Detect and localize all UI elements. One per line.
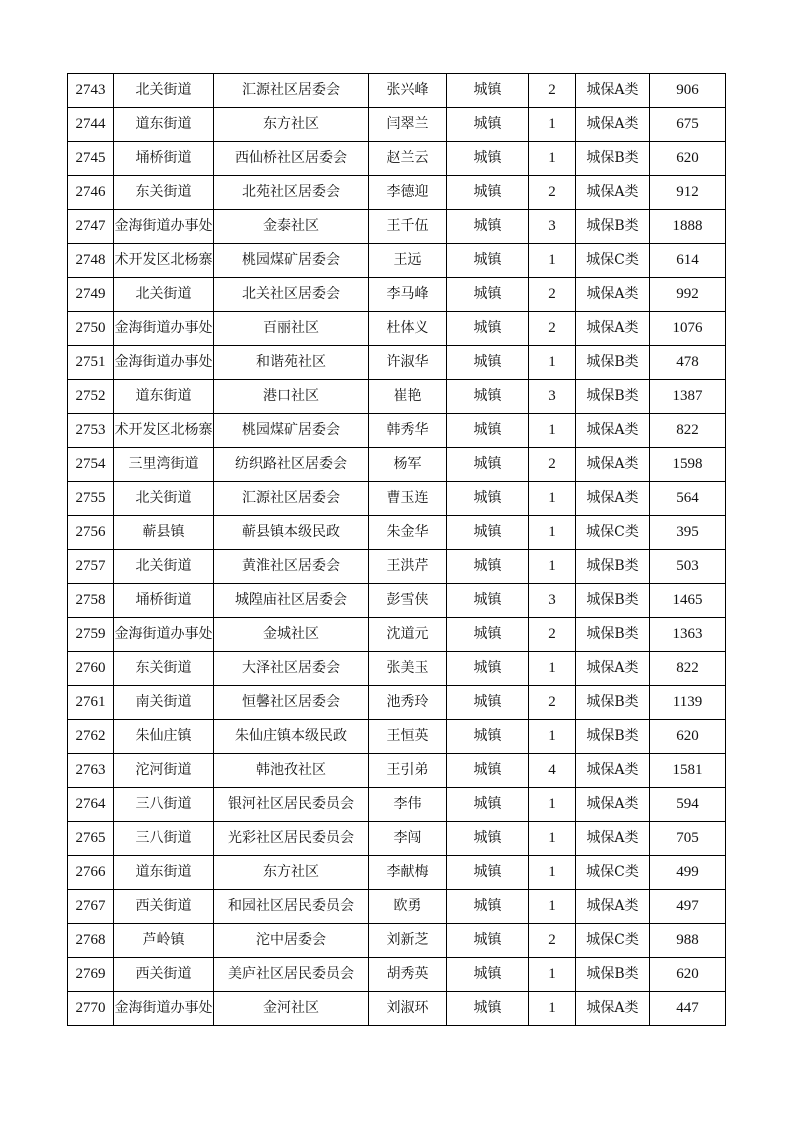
table-row xyxy=(68,686,726,720)
security-category-cell: 城保C类 xyxy=(576,856,650,890)
household-size-cell: 1 xyxy=(529,822,576,856)
security-category-cell: 城保A类 xyxy=(576,754,650,788)
household-size-cell: 2 xyxy=(529,176,576,210)
community-cell: 东方社区 xyxy=(214,856,369,890)
amount-cell: 1598 xyxy=(650,448,726,482)
amount-cell: 822 xyxy=(650,414,726,448)
area-type-cell: 城镇 xyxy=(447,890,529,924)
community-cell: 朱仙庄镇本级民政 xyxy=(214,720,369,754)
street-office-cell: 道东街道 xyxy=(114,856,214,890)
community-cell: 金泰社区 xyxy=(214,210,369,244)
person-name-cell: 张美玉 xyxy=(369,652,447,686)
street-office-cell: 朱仙庄镇 xyxy=(114,720,214,754)
street-office-cell: 西关街道 xyxy=(114,958,214,992)
street-office-cell: 芦岭镇 xyxy=(114,924,214,958)
person-name-cell: 池秀玲 xyxy=(369,686,447,720)
row-id-cell: 2748 xyxy=(68,244,114,278)
security-category-cell: 城保C类 xyxy=(576,244,650,278)
row-id-cell: 2763 xyxy=(68,754,114,788)
security-category-cell: 城保B类 xyxy=(576,720,650,754)
row-id-cell: 2749 xyxy=(68,278,114,312)
person-name-cell: 杨军 xyxy=(369,448,447,482)
street-office-cell: 西关街道 xyxy=(114,890,214,924)
row-id-cell: 2751 xyxy=(68,346,114,380)
community-cell: 汇源社区居委会 xyxy=(214,482,369,516)
area-type-cell: 城镇 xyxy=(447,584,529,618)
row-id-cell: 2752 xyxy=(68,380,114,414)
table-row xyxy=(68,312,726,346)
table-row xyxy=(68,108,726,142)
table-row xyxy=(68,992,726,1026)
person-name-cell: 韩秀华 xyxy=(369,414,447,448)
area-type-cell: 城镇 xyxy=(447,856,529,890)
area-type-cell: 城镇 xyxy=(447,686,529,720)
area-type-cell: 城镇 xyxy=(447,448,529,482)
row-id-cell: 2743 xyxy=(68,74,114,108)
area-type-cell: 城镇 xyxy=(447,992,529,1026)
person-name-cell: 沈道元 xyxy=(369,618,447,652)
street-office-cell: 金海街道办事处 xyxy=(114,992,214,1026)
security-category-cell: 城保A类 xyxy=(576,890,650,924)
household-size-cell: 2 xyxy=(529,448,576,482)
person-name-cell: 赵兰云 xyxy=(369,142,447,176)
street-office-cell: 东关街道 xyxy=(114,652,214,686)
area-type-cell: 城镇 xyxy=(447,108,529,142)
security-category-cell: 城保B类 xyxy=(576,380,650,414)
amount-cell: 906 xyxy=(650,74,726,108)
community-cell: 金河社区 xyxy=(214,992,369,1026)
street-office-cell: 北关街道 xyxy=(114,482,214,516)
community-cell: 北关社区居委会 xyxy=(214,278,369,312)
amount-cell: 620 xyxy=(650,958,726,992)
community-cell: 黄淮社区居委会 xyxy=(214,550,369,584)
household-size-cell: 1 xyxy=(529,414,576,448)
security-category-cell: 城保A类 xyxy=(576,992,650,1026)
table-row xyxy=(68,822,726,856)
row-id-cell: 2746 xyxy=(68,176,114,210)
row-id-cell: 2756 xyxy=(68,516,114,550)
table-row xyxy=(68,448,726,482)
row-id-cell: 2753 xyxy=(68,414,114,448)
area-type-cell: 城镇 xyxy=(447,652,529,686)
street-office-cell: 术开发区北杨寨 xyxy=(114,414,214,448)
street-office-cell: 三八街道 xyxy=(114,822,214,856)
table-row xyxy=(68,788,726,822)
community-cell: 恒馨社区居委会 xyxy=(214,686,369,720)
security-category-cell: 城保B类 xyxy=(576,346,650,380)
person-name-cell: 崔艳 xyxy=(369,380,447,414)
table-row xyxy=(68,244,726,278)
street-office-cell: 道东街道 xyxy=(114,108,214,142)
person-name-cell: 王引弟 xyxy=(369,754,447,788)
person-name-cell: 刘淑环 xyxy=(369,992,447,1026)
street-office-cell: 埇桥街道 xyxy=(114,584,214,618)
security-category-cell: 城保C类 xyxy=(576,516,650,550)
person-name-cell: 王远 xyxy=(369,244,447,278)
amount-cell: 1465 xyxy=(650,584,726,618)
area-type-cell: 城镇 xyxy=(447,346,529,380)
community-cell: 沱中居委会 xyxy=(214,924,369,958)
amount-cell: 564 xyxy=(650,482,726,516)
street-office-cell: 术开发区北杨寨 xyxy=(114,244,214,278)
community-cell: 韩池孜社区 xyxy=(214,754,369,788)
row-id-cell: 2757 xyxy=(68,550,114,584)
security-category-cell: 城保A类 xyxy=(576,652,650,686)
security-category-cell: 城保B类 xyxy=(576,550,650,584)
person-name-cell: 张兴峰 xyxy=(369,74,447,108)
street-office-cell: 金海街道办事处 xyxy=(114,346,214,380)
amount-cell: 992 xyxy=(650,278,726,312)
table-row xyxy=(68,584,726,618)
security-category-cell: 城保A类 xyxy=(576,176,650,210)
amount-cell: 594 xyxy=(650,788,726,822)
table-row xyxy=(68,142,726,176)
row-id-cell: 2747 xyxy=(68,210,114,244)
person-name-cell: 李德迎 xyxy=(369,176,447,210)
household-size-cell: 1 xyxy=(529,516,576,550)
household-size-cell: 1 xyxy=(529,856,576,890)
area-type-cell: 城镇 xyxy=(447,788,529,822)
street-office-cell: 金海街道办事处 xyxy=(114,312,214,346)
table-row xyxy=(68,346,726,380)
table-row xyxy=(68,652,726,686)
amount-cell: 497 xyxy=(650,890,726,924)
amount-cell: 988 xyxy=(650,924,726,958)
person-name-cell: 刘新芝 xyxy=(369,924,447,958)
household-size-cell: 1 xyxy=(529,788,576,822)
community-cell: 金城社区 xyxy=(214,618,369,652)
row-id-cell: 2745 xyxy=(68,142,114,176)
row-id-cell: 2750 xyxy=(68,312,114,346)
person-name-cell: 王洪芹 xyxy=(369,550,447,584)
community-cell: 城隍庙社区居委会 xyxy=(214,584,369,618)
person-name-cell: 李马峰 xyxy=(369,278,447,312)
area-type-cell: 城镇 xyxy=(447,720,529,754)
person-name-cell: 朱金华 xyxy=(369,516,447,550)
security-category-cell: 城保A类 xyxy=(576,448,650,482)
community-cell: 百丽社区 xyxy=(214,312,369,346)
table-row xyxy=(68,516,726,550)
person-name-cell: 李伟 xyxy=(369,788,447,822)
table-row xyxy=(68,176,726,210)
amount-cell: 1076 xyxy=(650,312,726,346)
table-row xyxy=(68,482,726,516)
household-size-cell: 1 xyxy=(529,108,576,142)
table-row xyxy=(68,856,726,890)
table-row xyxy=(68,754,726,788)
household-size-cell: 1 xyxy=(529,958,576,992)
community-cell: 桃园煤矿居委会 xyxy=(214,244,369,278)
person-name-cell: 闫翠兰 xyxy=(369,108,447,142)
household-size-cell: 1 xyxy=(529,652,576,686)
person-name-cell: 许淑华 xyxy=(369,346,447,380)
area-type-cell: 城镇 xyxy=(447,618,529,652)
table-row xyxy=(68,720,726,754)
security-category-cell: 城保B类 xyxy=(576,686,650,720)
security-category-cell: 城保B类 xyxy=(576,618,650,652)
amount-cell: 822 xyxy=(650,652,726,686)
table-row xyxy=(68,958,726,992)
area-type-cell: 城镇 xyxy=(447,380,529,414)
security-category-cell: 城保A类 xyxy=(576,788,650,822)
street-office-cell: 三八街道 xyxy=(114,788,214,822)
amount-cell: 1363 xyxy=(650,618,726,652)
row-id-cell: 2755 xyxy=(68,482,114,516)
area-type-cell: 城镇 xyxy=(447,516,529,550)
amount-cell: 705 xyxy=(650,822,726,856)
amount-cell: 675 xyxy=(650,108,726,142)
street-office-cell: 北关街道 xyxy=(114,278,214,312)
row-id-cell: 2744 xyxy=(68,108,114,142)
row-id-cell: 2761 xyxy=(68,686,114,720)
street-office-cell: 南关街道 xyxy=(114,686,214,720)
row-id-cell: 2762 xyxy=(68,720,114,754)
household-size-cell: 2 xyxy=(529,618,576,652)
street-office-cell: 三里湾街道 xyxy=(114,448,214,482)
security-category-cell: 城保B类 xyxy=(576,584,650,618)
security-category-cell: 城保B类 xyxy=(576,142,650,176)
security-category-cell: 城保A类 xyxy=(576,278,650,312)
street-office-cell: 埇桥街道 xyxy=(114,142,214,176)
street-office-cell: 北关街道 xyxy=(114,550,214,584)
security-category-cell: 城保A类 xyxy=(576,312,650,346)
community-cell: 汇源社区居委会 xyxy=(214,74,369,108)
household-size-cell: 2 xyxy=(529,278,576,312)
street-office-cell: 道东街道 xyxy=(114,380,214,414)
community-cell: 桃园煤矿居委会 xyxy=(214,414,369,448)
table-row xyxy=(68,74,726,108)
area-type-cell: 城镇 xyxy=(447,176,529,210)
security-category-cell: 城保A类 xyxy=(576,822,650,856)
table-row xyxy=(68,278,726,312)
household-size-cell: 3 xyxy=(529,380,576,414)
row-id-cell: 2769 xyxy=(68,958,114,992)
amount-cell: 614 xyxy=(650,244,726,278)
community-cell: 大泽社区居委会 xyxy=(214,652,369,686)
community-cell: 光彩社区居民委员会 xyxy=(214,822,369,856)
area-type-cell: 城镇 xyxy=(447,244,529,278)
amount-cell: 499 xyxy=(650,856,726,890)
row-id-cell: 2770 xyxy=(68,992,114,1026)
table-row xyxy=(68,210,726,244)
household-size-cell: 1 xyxy=(529,992,576,1026)
community-cell: 蕲县镇本级民政 xyxy=(214,516,369,550)
table-row xyxy=(68,890,726,924)
amount-cell: 620 xyxy=(650,142,726,176)
row-id-cell: 2766 xyxy=(68,856,114,890)
street-office-cell: 东关街道 xyxy=(114,176,214,210)
row-id-cell: 2765 xyxy=(68,822,114,856)
person-name-cell: 李献梅 xyxy=(369,856,447,890)
area-type-cell: 城镇 xyxy=(447,74,529,108)
record-table xyxy=(67,73,726,1026)
area-type-cell: 城镇 xyxy=(447,414,529,448)
household-size-cell: 2 xyxy=(529,686,576,720)
household-size-cell: 3 xyxy=(529,210,576,244)
area-type-cell: 城镇 xyxy=(447,312,529,346)
security-category-cell: 城保A类 xyxy=(576,108,650,142)
area-type-cell: 城镇 xyxy=(447,958,529,992)
amount-cell: 1139 xyxy=(650,686,726,720)
household-size-cell: 1 xyxy=(529,244,576,278)
person-name-cell: 王恒英 xyxy=(369,720,447,754)
community-cell: 北苑社区居委会 xyxy=(214,176,369,210)
household-size-cell: 4 xyxy=(529,754,576,788)
row-id-cell: 2759 xyxy=(68,618,114,652)
area-type-cell: 城镇 xyxy=(447,822,529,856)
household-size-cell: 1 xyxy=(529,550,576,584)
household-size-cell: 2 xyxy=(529,312,576,346)
household-size-cell: 3 xyxy=(529,584,576,618)
person-name-cell: 曹玉连 xyxy=(369,482,447,516)
row-id-cell: 2758 xyxy=(68,584,114,618)
amount-cell: 447 xyxy=(650,992,726,1026)
street-office-cell: 金海街道办事处 xyxy=(114,618,214,652)
table-row xyxy=(68,924,726,958)
amount-cell: 503 xyxy=(650,550,726,584)
amount-cell: 1581 xyxy=(650,754,726,788)
amount-cell: 620 xyxy=(650,720,726,754)
area-type-cell: 城镇 xyxy=(447,754,529,788)
household-size-cell: 1 xyxy=(529,142,576,176)
record-table-body xyxy=(68,74,726,1026)
amount-cell: 478 xyxy=(650,346,726,380)
community-cell: 港口社区 xyxy=(214,380,369,414)
person-name-cell: 王千伍 xyxy=(369,210,447,244)
household-size-cell: 2 xyxy=(529,74,576,108)
household-size-cell: 1 xyxy=(529,346,576,380)
security-category-cell: 城保A类 xyxy=(576,482,650,516)
household-size-cell: 1 xyxy=(529,720,576,754)
community-cell: 银河社区居民委员会 xyxy=(214,788,369,822)
household-size-cell: 2 xyxy=(529,924,576,958)
community-cell: 和园社区居民委员会 xyxy=(214,890,369,924)
person-name-cell: 杜体义 xyxy=(369,312,447,346)
amount-cell: 395 xyxy=(650,516,726,550)
area-type-cell: 城镇 xyxy=(447,924,529,958)
person-name-cell: 欧勇 xyxy=(369,890,447,924)
community-cell: 美庐社区居民委员会 xyxy=(214,958,369,992)
person-name-cell: 胡秀英 xyxy=(369,958,447,992)
person-name-cell: 彭雪侠 xyxy=(369,584,447,618)
security-category-cell: 城保C类 xyxy=(576,924,650,958)
street-office-cell: 金海街道办事处 xyxy=(114,210,214,244)
table-row xyxy=(68,380,726,414)
community-cell: 和谐苑社区 xyxy=(214,346,369,380)
table-row xyxy=(68,414,726,448)
amount-cell: 912 xyxy=(650,176,726,210)
security-category-cell: 城保B类 xyxy=(576,958,650,992)
household-size-cell: 1 xyxy=(529,890,576,924)
community-cell: 西仙桥社区居委会 xyxy=(214,142,369,176)
community-cell: 纺织路社区居委会 xyxy=(214,448,369,482)
row-id-cell: 2768 xyxy=(68,924,114,958)
street-office-cell: 蕲县镇 xyxy=(114,516,214,550)
amount-cell: 1888 xyxy=(650,210,726,244)
household-size-cell: 1 xyxy=(529,482,576,516)
area-type-cell: 城镇 xyxy=(447,210,529,244)
security-category-cell: 城保B类 xyxy=(576,210,650,244)
area-type-cell: 城镇 xyxy=(447,278,529,312)
security-category-cell: 城保A类 xyxy=(576,74,650,108)
community-cell: 东方社区 xyxy=(214,108,369,142)
area-type-cell: 城镇 xyxy=(447,550,529,584)
amount-cell: 1387 xyxy=(650,380,726,414)
street-office-cell: 沱河街道 xyxy=(114,754,214,788)
area-type-cell: 城镇 xyxy=(447,142,529,176)
table-row xyxy=(68,618,726,652)
row-id-cell: 2767 xyxy=(68,890,114,924)
street-office-cell: 北关街道 xyxy=(114,74,214,108)
person-name-cell: 李闯 xyxy=(369,822,447,856)
row-id-cell: 2754 xyxy=(68,448,114,482)
area-type-cell: 城镇 xyxy=(447,482,529,516)
row-id-cell: 2764 xyxy=(68,788,114,822)
row-id-cell: 2760 xyxy=(68,652,114,686)
security-category-cell: 城保A类 xyxy=(576,414,650,448)
table-row xyxy=(68,550,726,584)
